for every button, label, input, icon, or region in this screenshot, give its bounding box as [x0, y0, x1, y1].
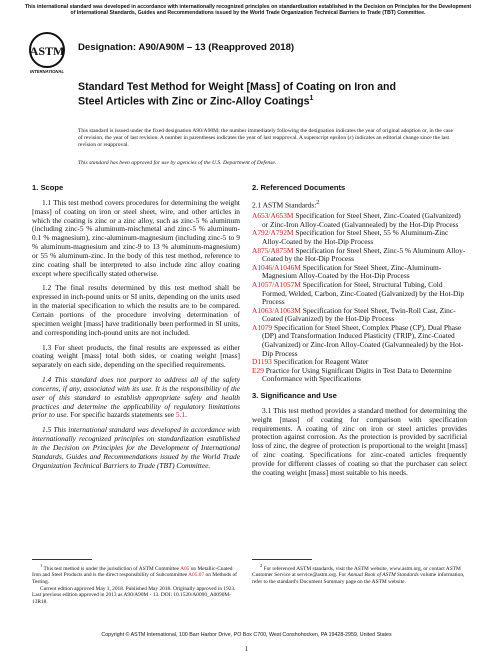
footnote-1-text-b: on Metallic-Coated Iron and Steel Products and is the direct responsibility of Subcommittee	[32, 565, 233, 579]
paragraph-1-5: 1.5 This international standard was developed in accordance with internationally recognized principles on standardization established in the Decision on Principles for the Development of International Standards, Guides and Recommendations issued by the World Trade Organization Technical Barriers to Trade (TBT) Committee.	[32, 425, 240, 470]
reference-item	[252, 307, 467, 324]
reference-code-link[interactable]: A1046/A1046M	[252, 262, 301, 272]
page-number: 1	[244, 645, 249, 653]
footnote-ref-2[interactable]: 2	[316, 199, 320, 206]
footnote-1-edition: Current edition approved May 1, 2018. Published May 2018. Originally approved in 1923. Last previous edition approved in 2013 as A90/A90M - 13. DOI: 10.1520/A0090_A0090M-13R18.	[32, 585, 236, 605]
paragraph-1-1: 1.1 This test method covers procedures for determining the weight [mass] of coating on iron or steel sheet, wire, and other articles in which the coating is zinc or a zinc alloy, such as zinc-5 % aluminum (including zinc-5 % aluminum-mischmetal and zinc-5 % aluminum-0.1 % magnesium), zinc-aluminum-magnesium (including zinc-5 to 9 % aluminum-magnesium and zinc-9 to 13 % aluminum-magnesium) or 55 % aluminum-zinc. In the body of this test method, reference to zinc coating shall be interpreted to also include zinc alloy coating except where specifically stated otherwise.	[32, 197, 240, 278]
astm-standards-label: 2.1 ASTM Standards:	[252, 200, 317, 210]
reference-item	[252, 367, 467, 384]
reference-item	[252, 324, 467, 358]
footnote-1-text-a: This test method is under the jurisdiction of ASTM Committee	[42, 565, 181, 572]
footnote-1-marker: 1	[40, 563, 43, 568]
reference-code-link[interactable]: E29	[252, 365, 264, 375]
standard-notice: This standard is issued under the fixed designation A90/A90M; the number immediately following the designation indicates the year of original adoption or, in the case of revision, the year of last revision. A number in parentheses indicates the year of last reapproval. A superscript epsilon (ε) indicates an editorial change since the last revision or reapproval.	[78, 128, 453, 149]
paragraph-1-3: 1.3 For sheet products, the final results are expressed as either coating weight [mass] total both sides, or coating weight [mass] separately on each side, depending on the specified requirements.	[32, 342, 240, 370]
reference-item	[252, 212, 467, 229]
astm-standards-heading	[252, 199, 467, 210]
dod-approval-note: This standard has been approved for use by agencies of the U.S. Department of Defense.	[78, 160, 277, 166]
reference-code-link[interactable]: D1193	[252, 357, 272, 367]
reference-title: Specification for Steel, Structural Tubing, Cold Formed, Welded, Carbon, Zinc-Coated (Galvanized) by the Hot-Dip Process	[262, 279, 465, 307]
right-column	[252, 184, 467, 484]
footnote-divider-left	[32, 559, 92, 560]
title-text: Standard Test Method for Weight [Mass] of Coating on Iron and Steel Articles with Zinc or Zinc-Alloy Coatings	[78, 81, 396, 108]
reference-code-link[interactable]: A1079	[252, 322, 273, 332]
reference-code-link[interactable]: A1057/A1057M	[252, 279, 301, 289]
paragraph-1-4	[32, 376, 240, 420]
reference-list	[252, 212, 467, 384]
section-heading-referenced-documents: 2. Referenced Documents	[252, 183, 346, 192]
footnote-divider-right	[252, 559, 312, 560]
reference-title: Specification for Steel Sheet, Complex Phase (CP), Dual Phase (DP) and Transformation Induced Plasticity (TRIP), Zinc-Coated (Galvanized) or Zinc-Iron Alloy-Coated (Galvannealed) by the Hot-Dip Process	[262, 322, 464, 358]
paragraph-1-2: 1.2 The final results determined by this test method shall be expressed in inch-pound units or SI units, depending on the units used in the material specification to which the results are to be compared. Certain portions of the procedure involving determination of specimen weight [mass] have traditionally been performed in SI units, and corresponding inch-pound units are not included.	[32, 283, 240, 337]
reference-code-link[interactable]: A653/A653M	[252, 211, 294, 221]
reference-item	[252, 247, 467, 264]
footnote-1-text-c: on Methods of Testing.	[32, 572, 237, 585]
reference-title: Specification for Reagent Water	[271, 357, 369, 367]
document-title	[78, 81, 418, 108]
reference-code-link[interactable]: A1063/A1063M	[252, 305, 301, 315]
subcommittee-link[interactable]: A05.07	[188, 572, 205, 579]
logo-wordmark: INTERNATIONAL	[30, 69, 64, 74]
safety-statement: 1.4 This standard does not purport to address all of the safety concerns, if any, associated with its use. It is the responsibility of the user of this standard to establish appropriate safety and health practices and determine the applicability of regulatory limitations prior to use.	[32, 375, 240, 420]
footnote-2	[252, 563, 467, 586]
committee-link[interactable]: A05	[180, 565, 190, 572]
footnote-1	[32, 563, 240, 605]
section-heading-significance: 3. Significance and Use	[252, 391, 337, 401]
footnote-2-text-c: volume information, refer to the standard's Document Summary page on the ASTM website.	[252, 572, 465, 585]
reference-title: Specification for Steel Sheet, 55 % Aluminum-Zinc Alloy-Coated by the Hot-Dip Process	[262, 228, 449, 246]
left-column	[32, 184, 240, 476]
annual-book-title: Annual Book of ASTM Standards	[347, 572, 419, 579]
reference-code-link[interactable]: A792/A792M	[252, 228, 294, 238]
footnote-2-text-a: For referenced ASTM standards, visit the ASTM website, www.astm.org, or contact ASTM Customer Service at service@astm.org. For	[252, 565, 461, 579]
reference-title: Specification for Steel Sheet, Zinc-Coated (Galvanized) or Zinc-Iron Alloy-Coated (Galvannealed) by the Hot-Dip Process	[262, 211, 461, 229]
title-footnote-ref[interactable]: 1	[309, 95, 314, 103]
svg-text:ASTM: ASTM	[29, 44, 65, 58]
astm-logo-icon	[26, 31, 68, 75]
reference-title: Specification for Steel Sheet, Zinc-Aluminum-Magnesium Alloy-Coated by the Hot-Dip Process	[262, 262, 442, 281]
hazards-period: .	[185, 410, 188, 420]
copyright-line: Copyright © ASTM International, 100 Barr Harbor Drive, PO Box C700, West Conshohocken, PA 19428-2959. United States	[101, 632, 392, 638]
section-heading-scope: 1. Scope	[32, 183, 64, 192]
reference-item	[252, 264, 467, 281]
paragraph-3-1: 3.1 This test method provides a standard method for determining the weight [mass] of coating for comparison with specification requirements. A coating of zinc on iron or steel articles provides protection against corrosion. As the protection is provided by sacrificial loss of zinc, the degree of protection is proportional to the weight [mass] of zinc coating. Specifications for zinc-coated articles frequently provide for different classes of coating so that the purchaser can select the coating weight [mass] most suitable to his needs.	[252, 405, 467, 477]
footnote-2-marker: 2	[260, 563, 263, 568]
reference-title: Specification for Steel Sheet, Twin-Roll Cast, Zinc-Coated (Galvanized) by the Hot-Dip Process	[262, 305, 456, 324]
reference-title: Practice for Using Significant Digits in Test Data to Determine Conformance with Specifications	[262, 365, 452, 384]
reference-title: Specification for Steel Sheet, Zinc-5 % Aluminum Alloy-Coated by the Hot-Dip Process	[262, 245, 466, 264]
designation: Designation: A90/A90M – 13 (Reapproved 2018)	[78, 42, 295, 53]
reference-code-link[interactable]: A875/A875M	[252, 245, 294, 255]
reference-item	[252, 229, 467, 246]
reference-item	[252, 281, 467, 307]
wto-notice: This international standard was developed in accordance with internationally recognized principles on standardization established in the Decision on Principles for the Development of International Standards, Guides and Recommendations issued by the World Trade Organization Technical Barriers to Trade (TBT) Committee.	[24, 4, 472, 17]
section-link-5-1[interactable]: 5.1	[175, 410, 186, 420]
hazards-text: For specific hazards statements see	[70, 410, 175, 420]
